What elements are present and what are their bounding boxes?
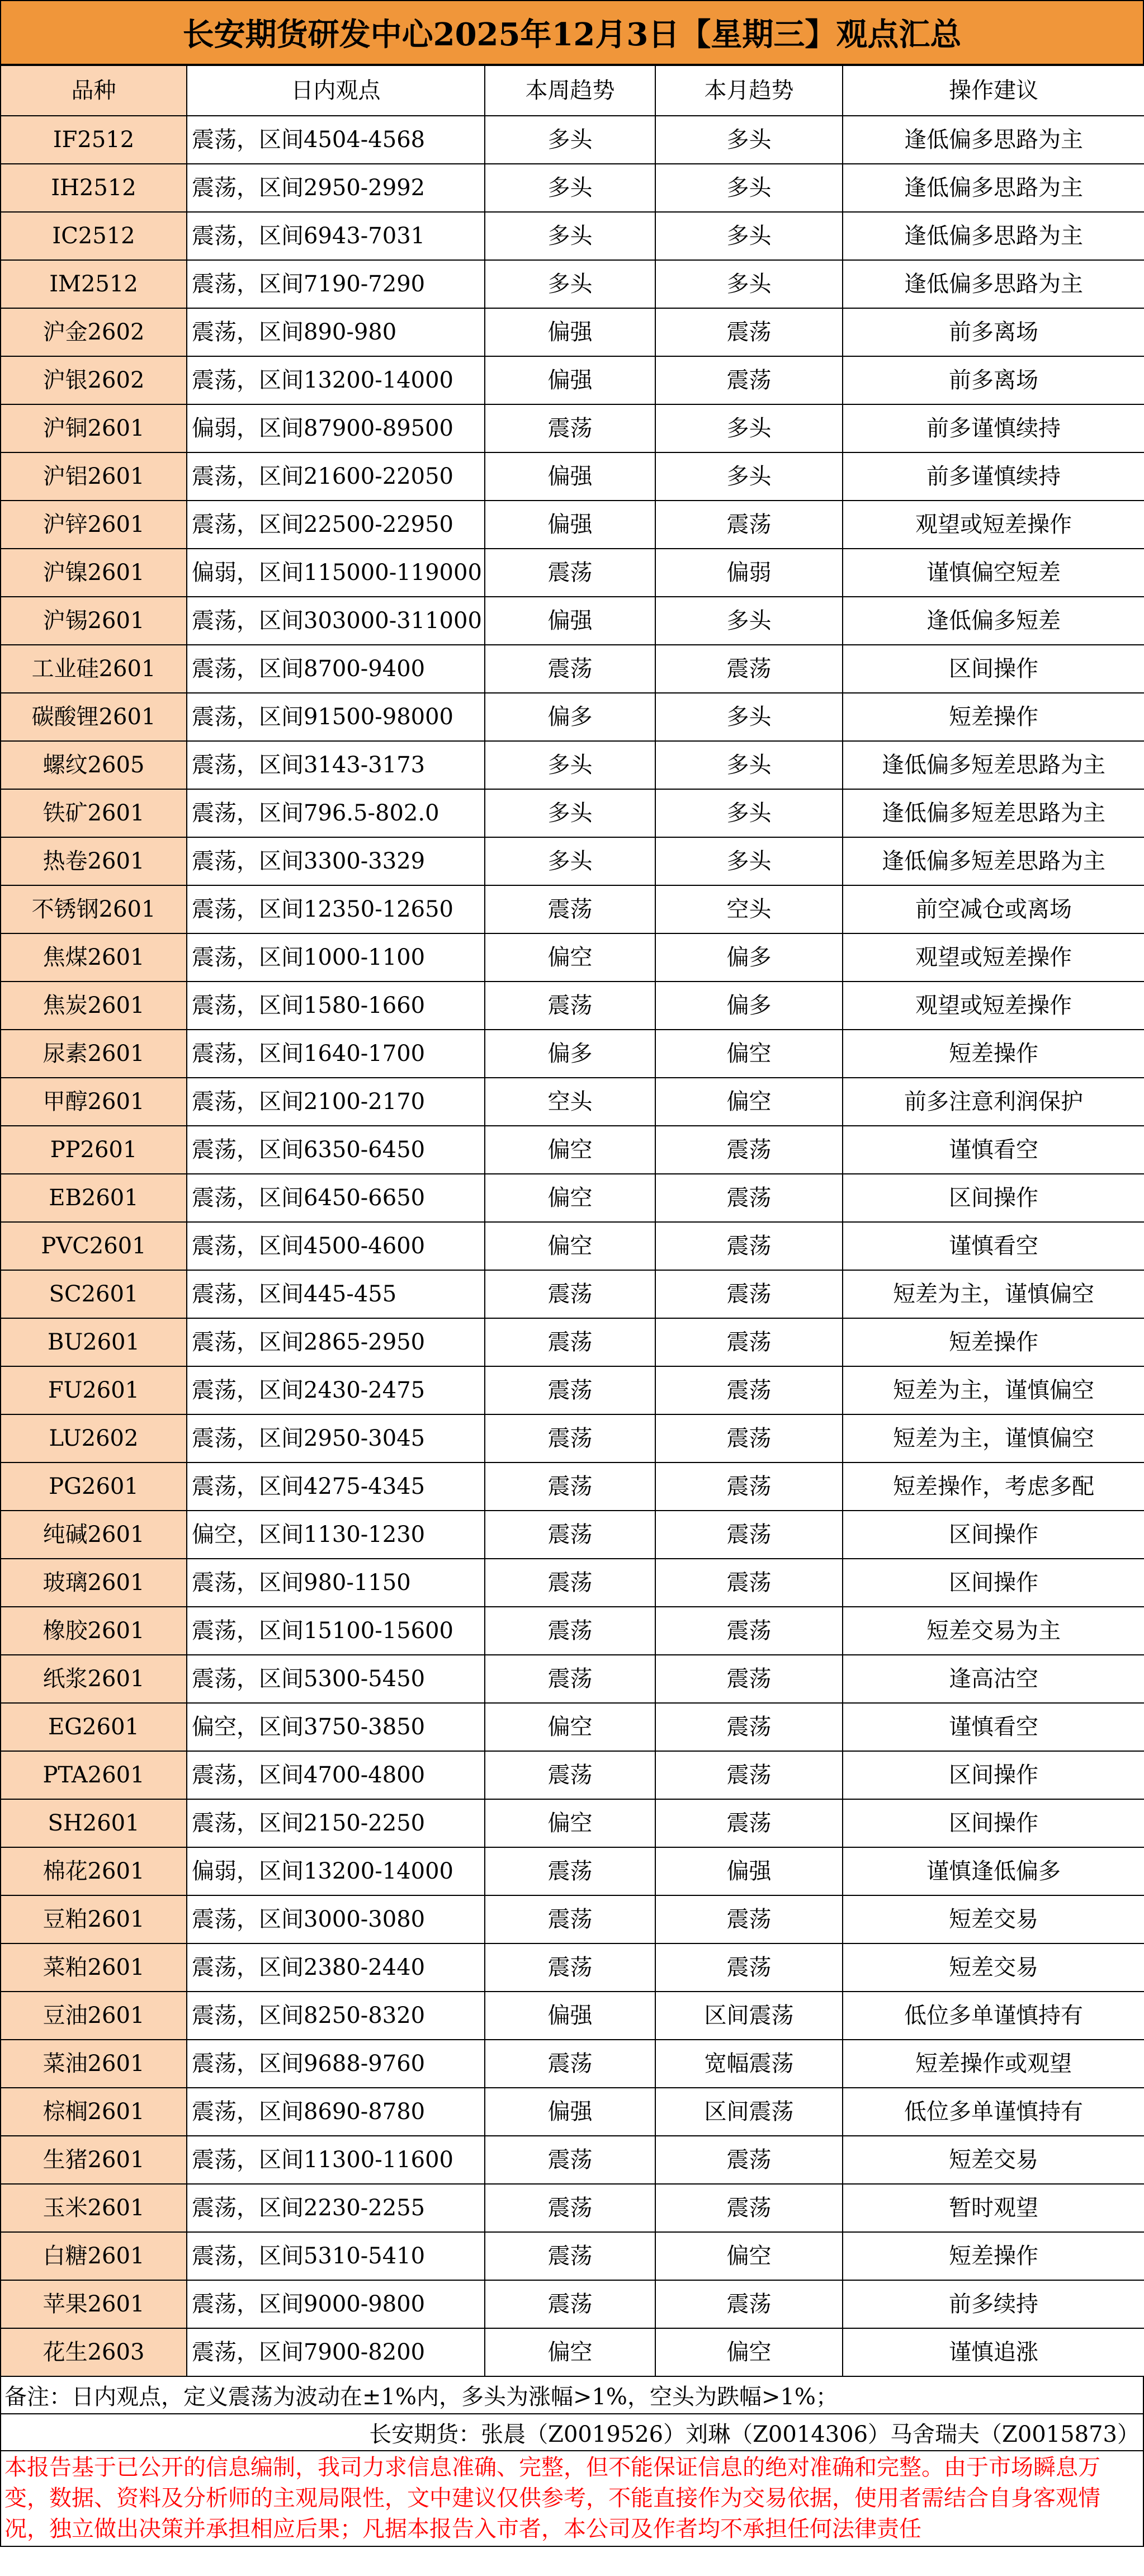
variety-cell: 沪锌2601	[1, 501, 187, 549]
table-row	[1, 212, 1144, 260]
suggestion-cell: 低位多单谨慎持有	[843, 2088, 1144, 2136]
monthly-trend-cell: 宽幅震荡	[655, 2040, 843, 2088]
monthly-trend-cell: 区间震荡	[655, 1992, 843, 2040]
table-row	[1, 164, 1144, 212]
monthly-trend-cell: 偏空	[655, 1030, 843, 1078]
variety-cell: EG2601	[1, 1703, 187, 1751]
suggestion-cell: 短差操作或观望	[843, 2040, 1144, 2088]
suggestion-cell: 短差为主，谨慎偏空	[843, 1270, 1144, 1318]
variety-cell: IF2512	[1, 116, 187, 164]
variety-cell: 苹果2601	[1, 2280, 187, 2328]
monthly-trend-cell: 多头	[655, 789, 843, 837]
variety-cell: LU2602	[1, 1414, 187, 1462]
variety-cell: 沪锡2601	[1, 597, 187, 645]
intraday-view-cell: 震荡，区间2230-2255	[187, 2184, 485, 2232]
intraday-view-cell: 震荡，区间4700-4800	[187, 1751, 485, 1799]
intraday-view-cell: 震荡，区间8700-9400	[187, 645, 485, 693]
disclaimer: 本报告基于已公开的信息编制，我司力求信息准确、完整，但不能保证信息的绝对准确和完整。由于市场瞬息万变，数据、资料及分析师的主观局限性，文中建议仅供参考，不能直接作为交易依据，使用者需结合自身客观情况，独立做出决策并承担相应后果；凡据本报告入市者，本公司及作者均不承担任何法律责任	[0, 2451, 1144, 2547]
suggestion-cell: 短差操作	[843, 2232, 1144, 2280]
table-row	[1, 741, 1144, 789]
monthly-trend-cell: 震荡	[655, 501, 843, 549]
suggestion-cell: 谨慎看空	[843, 1222, 1144, 1270]
header-intraday-view: 日内观点	[187, 65, 485, 116]
monthly-trend-cell: 震荡	[655, 1318, 843, 1366]
variety-cell: 玻璃2601	[1, 1559, 187, 1607]
suggestion-cell: 逢低偏多短差思路为主	[843, 837, 1144, 885]
variety-cell: 棕榈2601	[1, 2088, 187, 2136]
table-row	[1, 597, 1144, 645]
suggestion-cell: 逢低偏多短差思路为主	[843, 741, 1144, 789]
table-row	[1, 1511, 1144, 1559]
intraday-view-cell: 震荡，区间3143-3173	[187, 741, 485, 789]
analyst-signature: 长安期货：张晨（Z0019526）刘琳（Z0014306）马舍瑞夫（Z0015873）	[0, 2414, 1144, 2451]
table-row	[1, 1751, 1144, 1799]
weekly-trend-cell: 震荡	[485, 1511, 655, 1559]
table-row	[1, 260, 1144, 308]
weekly-trend-cell: 震荡	[485, 1318, 655, 1366]
suggestion-cell: 谨慎追涨	[843, 2328, 1144, 2376]
weekly-trend-cell: 震荡	[485, 1366, 655, 1414]
variety-cell: 热卷2601	[1, 837, 187, 885]
weekly-trend-cell: 偏多	[485, 693, 655, 741]
monthly-trend-cell: 震荡	[655, 1270, 843, 1318]
intraday-view-cell: 震荡，区间9688-9760	[187, 2040, 485, 2088]
suggestion-cell: 前多续持	[843, 2280, 1144, 2328]
weekly-trend-cell: 震荡	[485, 2280, 655, 2328]
monthly-trend-cell: 震荡	[655, 1222, 843, 1270]
weekly-trend-cell: 震荡	[485, 1751, 655, 1799]
table-row	[1, 2232, 1144, 2280]
suggestion-cell: 短差交易为主	[843, 1607, 1144, 1655]
monthly-trend-cell: 区间震荡	[655, 2088, 843, 2136]
intraday-view-cell: 震荡，区间4500-4600	[187, 1222, 485, 1270]
variety-cell: IH2512	[1, 164, 187, 212]
table-row	[1, 885, 1144, 933]
monthly-trend-cell: 偏空	[655, 1078, 843, 1126]
table-row	[1, 1030, 1144, 1078]
monthly-trend-cell: 震荡	[655, 1799, 843, 1847]
weekly-trend-cell: 多头	[485, 789, 655, 837]
table-row	[1, 1943, 1144, 1992]
intraday-view-cell: 震荡，区间5300-5450	[187, 1655, 485, 1703]
variety-cell: 碳酸锂2601	[1, 693, 187, 741]
table-header-row	[1, 65, 1144, 116]
intraday-view-cell: 震荡，区间7900-8200	[187, 2328, 485, 2376]
suggestion-cell: 前空减仓或离场	[843, 885, 1144, 933]
intraday-view-cell: 震荡，区间91500-98000	[187, 693, 485, 741]
suggestion-cell: 短差操作	[843, 693, 1144, 741]
suggestion-cell: 短差操作	[843, 1030, 1144, 1078]
table-row	[1, 2136, 1144, 2184]
weekly-trend-cell: 空头	[485, 1078, 655, 1126]
weekly-trend-cell: 震荡	[485, 1462, 655, 1511]
weekly-trend-cell: 偏空	[485, 933, 655, 982]
variety-cell: 焦煤2601	[1, 933, 187, 982]
monthly-trend-cell: 震荡	[655, 1655, 843, 1703]
monthly-trend-cell: 震荡	[655, 1414, 843, 1462]
intraday-view-cell: 震荡，区间6450-6650	[187, 1174, 485, 1222]
suggestion-cell: 前多注意利润保护	[843, 1078, 1144, 1126]
variety-cell: 棉花2601	[1, 1847, 187, 1895]
variety-cell: 白糖2601	[1, 2232, 187, 2280]
monthly-trend-cell: 震荡	[655, 1943, 843, 1992]
intraday-view-cell: 震荡，区间2150-2250	[187, 1799, 485, 1847]
weekly-trend-cell: 震荡	[485, 404, 655, 452]
monthly-trend-cell: 多头	[655, 693, 843, 741]
intraday-view-cell: 震荡，区间6943-7031	[187, 212, 485, 260]
header-suggestion: 操作建议	[843, 65, 1144, 116]
table-row	[1, 1607, 1144, 1655]
monthly-trend-cell: 震荡	[655, 1895, 843, 1943]
monthly-trend-cell: 偏弱	[655, 549, 843, 597]
table-row	[1, 1222, 1144, 1270]
intraday-view-cell: 震荡，区间1580-1660	[187, 982, 485, 1030]
weekly-trend-cell: 震荡	[485, 2136, 655, 2184]
table-row	[1, 404, 1144, 452]
remark-note: 备注：日内观点，定义震荡为波动在±1%内，多头为涨幅>1%，空头为跌幅>1%；	[0, 2377, 1144, 2414]
suggestion-cell: 短差交易	[843, 1943, 1144, 1992]
variety-cell: 菜油2601	[1, 2040, 187, 2088]
weekly-trend-cell: 偏空	[485, 1222, 655, 1270]
monthly-trend-cell: 震荡	[655, 1559, 843, 1607]
variety-cell: 玉米2601	[1, 2184, 187, 2232]
monthly-trend-cell: 偏空	[655, 2232, 843, 2280]
weekly-trend-cell: 偏强	[485, 308, 655, 356]
variety-cell: PG2601	[1, 1462, 187, 1511]
monthly-trend-cell: 多头	[655, 212, 843, 260]
monthly-trend-cell: 震荡	[655, 2280, 843, 2328]
table-row	[1, 1799, 1144, 1847]
weekly-trend-cell: 多头	[485, 116, 655, 164]
variety-cell: 尿素2601	[1, 1030, 187, 1078]
table-row	[1, 116, 1144, 164]
table-row	[1, 549, 1144, 597]
monthly-trend-cell: 多头	[655, 452, 843, 501]
table-row	[1, 1318, 1144, 1366]
monthly-trend-cell: 震荡	[655, 1462, 843, 1511]
weekly-trend-cell: 震荡	[485, 1607, 655, 1655]
table-row	[1, 2280, 1144, 2328]
variety-cell: PVC2601	[1, 1222, 187, 1270]
monthly-trend-cell: 震荡	[655, 1607, 843, 1655]
variety-cell: 生猪2601	[1, 2136, 187, 2184]
table-row	[1, 2040, 1144, 2088]
intraday-view-cell: 震荡，区间3000-3080	[187, 1895, 485, 1943]
variety-cell: BU2601	[1, 1318, 187, 1366]
intraday-view-cell: 震荡，区间796.5-802.0	[187, 789, 485, 837]
suggestion-cell: 区间操作	[843, 1174, 1144, 1222]
weekly-trend-cell: 震荡	[485, 1414, 655, 1462]
weekly-trend-cell: 偏多	[485, 1030, 655, 1078]
intraday-view-cell: 震荡，区间12350-12650	[187, 885, 485, 933]
suggestion-cell: 观望或短差操作	[843, 933, 1144, 982]
intraday-view-cell: 偏弱，区间87900-89500	[187, 404, 485, 452]
intraday-view-cell: 震荡，区间5310-5410	[187, 2232, 485, 2280]
suggestion-cell: 逢低偏多思路为主	[843, 212, 1144, 260]
monthly-trend-cell: 空头	[655, 885, 843, 933]
suggestion-cell: 逢低偏多短差思路为主	[843, 789, 1144, 837]
weekly-trend-cell: 震荡	[485, 549, 655, 597]
table-row	[1, 1414, 1144, 1462]
suggestion-cell: 逢高沽空	[843, 1655, 1144, 1703]
intraday-view-cell: 震荡，区间2100-2170	[187, 1078, 485, 1126]
monthly-trend-cell: 偏强	[655, 1847, 843, 1895]
weekly-trend-cell: 偏空	[485, 2328, 655, 2376]
intraday-view-cell: 震荡，区间3300-3329	[187, 837, 485, 885]
table-row	[1, 1078, 1144, 1126]
intraday-view-cell: 震荡，区间445-455	[187, 1270, 485, 1318]
variety-cell: 工业硅2601	[1, 645, 187, 693]
monthly-trend-cell: 震荡	[655, 1126, 843, 1174]
monthly-trend-cell: 多头	[655, 164, 843, 212]
table-row	[1, 693, 1144, 741]
intraday-view-cell: 震荡，区间890-980	[187, 308, 485, 356]
table-row	[1, 1703, 1144, 1751]
intraday-view-cell: 震荡，区间303000-311000	[187, 597, 485, 645]
intraday-view-cell: 震荡，区间21600-22050	[187, 452, 485, 501]
variety-cell: 豆油2601	[1, 1992, 187, 2040]
suggestion-cell: 逢低偏多思路为主	[843, 116, 1144, 164]
monthly-trend-cell: 震荡	[655, 356, 843, 404]
intraday-view-cell: 偏空，区间3750-3850	[187, 1703, 485, 1751]
weekly-trend-cell: 偏空	[485, 1174, 655, 1222]
table-row	[1, 1559, 1144, 1607]
variety-cell: 螺纹2605	[1, 741, 187, 789]
table-row	[1, 452, 1144, 501]
monthly-trend-cell: 震荡	[655, 2136, 843, 2184]
weekly-trend-cell: 震荡	[485, 1270, 655, 1318]
intraday-view-cell: 震荡，区间7190-7290	[187, 260, 485, 308]
weekly-trend-cell: 偏强	[485, 356, 655, 404]
intraday-view-cell: 震荡，区间1000-1100	[187, 933, 485, 982]
table-row	[1, 933, 1144, 982]
weekly-trend-cell: 震荡	[485, 1559, 655, 1607]
intraday-view-cell: 震荡，区间6350-6450	[187, 1126, 485, 1174]
table-row	[1, 1462, 1144, 1511]
table-row	[1, 789, 1144, 837]
suggestion-cell: 前多谨慎续持	[843, 452, 1144, 501]
weekly-trend-cell: 多头	[485, 837, 655, 885]
weekly-trend-cell: 震荡	[485, 1895, 655, 1943]
variety-cell: 焦炭2601	[1, 982, 187, 1030]
suggestion-cell: 短差操作	[843, 1318, 1144, 1366]
variety-cell: 橡胶2601	[1, 1607, 187, 1655]
monthly-trend-cell: 多头	[655, 741, 843, 789]
table-row	[1, 2184, 1144, 2232]
weekly-trend-cell: 偏空	[485, 1799, 655, 1847]
weekly-trend-cell: 多头	[485, 260, 655, 308]
monthly-trend-cell: 震荡	[655, 1366, 843, 1414]
table-row	[1, 2088, 1144, 2136]
monthly-trend-cell: 多头	[655, 404, 843, 452]
suggestion-cell: 前多离场	[843, 356, 1144, 404]
weekly-trend-cell: 偏强	[485, 2088, 655, 2136]
weekly-trend-cell: 偏强	[485, 452, 655, 501]
intraday-view-cell: 震荡，区间4275-4345	[187, 1462, 485, 1511]
variety-cell: 纯碱2601	[1, 1511, 187, 1559]
suggestion-cell: 低位多单谨慎持有	[843, 1992, 1144, 2040]
table-row	[1, 837, 1144, 885]
monthly-trend-cell: 多头	[655, 837, 843, 885]
suggestion-cell: 区间操作	[843, 1559, 1144, 1607]
weekly-trend-cell: 偏强	[485, 501, 655, 549]
variety-cell: EB2601	[1, 1174, 187, 1222]
monthly-trend-cell: 偏多	[655, 933, 843, 982]
table-row	[1, 1847, 1144, 1895]
variety-cell: PP2601	[1, 1126, 187, 1174]
suggestion-cell: 谨慎看空	[843, 1126, 1144, 1174]
header-monthly-trend: 本月趋势	[655, 65, 843, 116]
weekly-trend-cell: 震荡	[485, 1847, 655, 1895]
intraday-view-cell: 震荡，区间11300-11600	[187, 2136, 485, 2184]
intraday-view-cell: 震荡，区间2865-2950	[187, 1318, 485, 1366]
intraday-view-cell: 震荡，区间2950-2992	[187, 164, 485, 212]
suggestion-cell: 短差为主，谨慎偏空	[843, 1366, 1144, 1414]
intraday-view-cell: 震荡，区间8690-8780	[187, 2088, 485, 2136]
weekly-trend-cell: 多头	[485, 741, 655, 789]
intraday-view-cell: 震荡，区间980-1150	[187, 1559, 485, 1607]
monthly-trend-cell: 多头	[655, 260, 843, 308]
suggestion-cell: 前多谨慎续持	[843, 404, 1144, 452]
table-row	[1, 1366, 1144, 1414]
suggestion-cell: 前多离场	[843, 308, 1144, 356]
variety-cell: 菜粕2601	[1, 1943, 187, 1992]
header-weekly-trend: 本周趋势	[485, 65, 655, 116]
suggestion-cell: 谨慎偏空短差	[843, 549, 1144, 597]
variety-cell: 沪金2602	[1, 308, 187, 356]
intraday-view-cell: 震荡，区间1640-1700	[187, 1030, 485, 1078]
monthly-trend-cell: 震荡	[655, 645, 843, 693]
table-row	[1, 1270, 1144, 1318]
variety-cell: IM2512	[1, 260, 187, 308]
intraday-view-cell: 震荡，区间13200-14000	[187, 356, 485, 404]
intraday-view-cell: 偏空，区间1130-1230	[187, 1511, 485, 1559]
weekly-trend-cell: 偏空	[485, 1126, 655, 1174]
header-variety: 品种	[1, 65, 187, 116]
intraday-view-cell: 震荡，区间22500-22950	[187, 501, 485, 549]
intraday-view-cell: 震荡，区间2950-3045	[187, 1414, 485, 1462]
suggestion-cell: 谨慎逢低偏多	[843, 1847, 1144, 1895]
variety-cell: 沪铜2601	[1, 404, 187, 452]
intraday-view-cell: 震荡，区间4504-4568	[187, 116, 485, 164]
table-row	[1, 1126, 1144, 1174]
table-row	[1, 1174, 1144, 1222]
intraday-view-cell: 震荡，区间15100-15600	[187, 1607, 485, 1655]
variety-cell: 沪镍2601	[1, 549, 187, 597]
suggestion-cell: 观望或短差操作	[843, 982, 1144, 1030]
table-row	[1, 645, 1144, 693]
weekly-trend-cell: 震荡	[485, 885, 655, 933]
suggestion-cell: 逢低偏多短差	[843, 597, 1144, 645]
suggestion-cell: 区间操作	[843, 1751, 1144, 1799]
variety-cell: SH2601	[1, 1799, 187, 1847]
variety-cell: 沪银2602	[1, 356, 187, 404]
table-row	[1, 308, 1144, 356]
monthly-trend-cell: 多头	[655, 116, 843, 164]
variety-cell: 甲醇2601	[1, 1078, 187, 1126]
variety-cell: 豆粕2601	[1, 1895, 187, 1943]
monthly-trend-cell: 偏多	[655, 982, 843, 1030]
monthly-trend-cell: 震荡	[655, 1174, 843, 1222]
suggestion-cell: 谨慎看空	[843, 1703, 1144, 1751]
variety-cell: IC2512	[1, 212, 187, 260]
suggestion-cell: 区间操作	[843, 1799, 1144, 1847]
monthly-trend-cell: 震荡	[655, 2184, 843, 2232]
table-body	[1, 116, 1144, 2376]
intraday-view-cell: 偏弱，区间115000-119000	[187, 549, 485, 597]
variety-cell: FU2601	[1, 1366, 187, 1414]
table-row	[1, 1655, 1144, 1703]
monthly-trend-cell: 震荡	[655, 1751, 843, 1799]
variety-cell: PTA2601	[1, 1751, 187, 1799]
variety-cell: 沪铝2601	[1, 452, 187, 501]
suggestion-cell: 暂时观望	[843, 2184, 1144, 2232]
intraday-view-cell: 震荡，区间9000-9800	[187, 2280, 485, 2328]
intraday-view-cell: 震荡，区间8250-8320	[187, 1992, 485, 2040]
table-row	[1, 1992, 1144, 2040]
weekly-trend-cell: 偏空	[485, 1703, 655, 1751]
table-row	[1, 1895, 1144, 1943]
monthly-trend-cell: 震荡	[655, 1703, 843, 1751]
monthly-trend-cell: 多头	[655, 597, 843, 645]
weekly-trend-cell: 多头	[485, 212, 655, 260]
variety-cell: 花生2603	[1, 2328, 187, 2376]
suggestion-cell: 短差交易	[843, 2136, 1144, 2184]
weekly-trend-cell: 偏强	[485, 1992, 655, 2040]
table-row	[1, 356, 1144, 404]
monthly-trend-cell: 震荡	[655, 1511, 843, 1559]
weekly-trend-cell: 震荡	[485, 2040, 655, 2088]
weekly-trend-cell: 震荡	[485, 2184, 655, 2232]
variety-cell: SC2601	[1, 1270, 187, 1318]
intraday-view-cell: 震荡，区间2430-2475	[187, 1366, 485, 1414]
weekly-trend-cell: 震荡	[485, 982, 655, 1030]
monthly-trend-cell: 偏空	[655, 2328, 843, 2376]
variety-cell: 不锈钢2601	[1, 885, 187, 933]
variety-cell: 纸浆2601	[1, 1655, 187, 1703]
weekly-trend-cell: 多头	[485, 164, 655, 212]
variety-cell: 铁矿2601	[1, 789, 187, 837]
suggestion-cell: 短差交易	[843, 1895, 1144, 1943]
suggestion-cell: 逢低偏多思路为主	[843, 164, 1144, 212]
intraday-view-cell: 偏弱，区间13200-14000	[187, 1847, 485, 1895]
table-row	[1, 982, 1144, 1030]
intraday-view-cell: 震荡，区间2380-2440	[187, 1943, 485, 1992]
weekly-trend-cell: 震荡	[485, 1655, 655, 1703]
weekly-trend-cell: 震荡	[485, 1943, 655, 1992]
report-title: 长安期货研发中心2025年12月3日【星期三】观点汇总	[0, 0, 1144, 65]
suggestion-cell: 短差操作，考虑多配	[843, 1462, 1144, 1511]
table-row	[1, 2328, 1144, 2376]
suggestion-cell: 区间操作	[843, 1511, 1144, 1559]
suggestion-cell: 区间操作	[843, 645, 1144, 693]
suggestion-cell: 短差为主，谨慎偏空	[843, 1414, 1144, 1462]
suggestion-cell: 逢低偏多思路为主	[843, 260, 1144, 308]
weekly-trend-cell: 偏强	[485, 597, 655, 645]
monthly-trend-cell: 震荡	[655, 308, 843, 356]
weekly-trend-cell: 震荡	[485, 645, 655, 693]
table-row	[1, 501, 1144, 549]
weekly-trend-cell: 震荡	[485, 2232, 655, 2280]
suggestion-cell: 观望或短差操作	[843, 501, 1144, 549]
views-table	[0, 65, 1144, 2377]
